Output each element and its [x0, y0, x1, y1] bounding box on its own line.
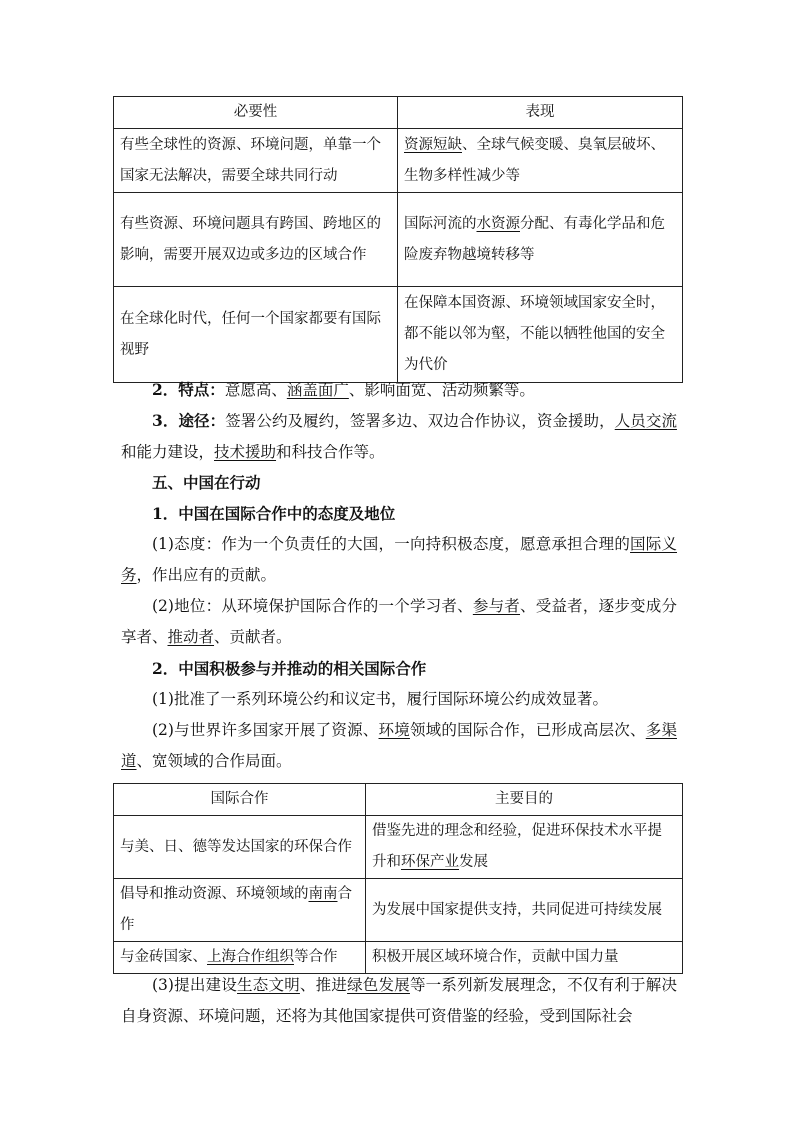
table-cell-necessity: 有些全球性的资源、环境问题，单靠一个国家无法解决，需要全球共同行动	[114, 129, 398, 193]
underlined-term: 人员交流	[614, 412, 677, 430]
attitude-paragraph: (1)态度：作为一个负责任的大国，一向持积极态度，愿意承担合理的国际义务，作出应有的贡献。	[121, 535, 677, 584]
table-row	[114, 287, 683, 383]
underlined-term: 多渠道	[121, 721, 677, 770]
table-row	[114, 942, 683, 974]
column-header-necessity: 必要性	[114, 97, 398, 129]
underlined-term: 推动者	[167, 628, 215, 646]
column-header-purpose: 主要目的	[366, 784, 683, 816]
table-cell-manifestation: 国际河流的水资源分配、有毒化学品和危险废弃物越境转移等	[398, 193, 683, 287]
ways-paragraph: 3．途径：签署公约及履约，签署多边、双边合作协议，资金援助，人员交流和能力建设，技术援助和科技合作等。	[121, 411, 677, 461]
underlined-term: 环境	[378, 721, 410, 739]
table-row	[114, 193, 683, 287]
table-row	[114, 816, 683, 879]
cooperation-table	[113, 783, 683, 974]
table-row	[114, 879, 683, 942]
table-header-row	[114, 97, 683, 129]
features-paragraph: 2．特点：意愿高、涵盖面广、影响面宽、活动频繁等。	[152, 380, 535, 399]
table-cell-cooperation: 与金砖国家、上海合作组织等合作	[114, 942, 366, 974]
table-cell-cooperation: 与美、日、德等发达国家的环保合作	[114, 816, 366, 879]
ratify-paragraph: (1)批准了一系列环境公约和议定书，履行国际环境公约成效显著。	[152, 690, 608, 708]
table-cell-cooperation: 倡导和推动资源、环境领域的南南合作	[114, 879, 366, 942]
table-cell-necessity: 有些资源、环境问题具有跨国、跨地区的影响，需要开展双边或多边的区域合作	[114, 193, 398, 287]
underlined-term: 资源短缺	[404, 136, 462, 153]
underlined-term: 上海合作组织	[207, 949, 294, 965]
subsection-title: 1．中国在国际合作中的态度及地位	[152, 504, 396, 523]
concept-paragraph: (3)提出建设生态文明、推进绿色发展等一系列新发展理念，不仅有利于解决自身资源、环境问题，还将为其他国家提供可资借鉴的经验，受到国际社会	[121, 976, 677, 1025]
table-cell-purpose: 为发展中国家提供支持，共同促进可持续发展	[366, 879, 683, 942]
underlined-term: 涵盖面广	[286, 381, 349, 399]
underlined-term: 技术援助	[214, 443, 277, 461]
table-cell-purpose: 借鉴先进的理念和经验，促进环保技术水平提升和环保产业发展	[366, 816, 683, 879]
table-cell-manifestation: 在保障本国资源、环境领域国家安全时，都不能以邻为壑，不能以牺牲他国的安全为代价	[398, 287, 683, 383]
column-header-manifestation: 表现	[398, 97, 683, 129]
underlined-term: 国际义务	[121, 535, 677, 584]
table-cell-manifestation: 资源短缺、全球气候变暖、臭氧层破坏、生物多样性减少等	[398, 129, 683, 193]
cooperation-paragraph: (2)与世界许多国家开展了资源、环境领域的国际合作，已形成高层次、多渠道、宽领域的合作局面。	[121, 721, 677, 770]
status-paragraph: (2)地位：从环境保护国际合作的一个学习者、参与者、受益者，逐步变成分享者、推动者、贡献者。	[121, 597, 677, 646]
necessity-table	[113, 96, 683, 383]
table-cell-purpose: 积极开展区域环境合作，贡献中国力量	[366, 942, 683, 974]
table-row	[114, 129, 683, 193]
table-header-row	[114, 784, 683, 816]
table-cell-necessity: 在全球化时代，任何一个国家都要有国际视野	[114, 287, 398, 383]
underlined-term: 水资源	[476, 215, 520, 232]
underlined-term: 南南	[308, 886, 338, 902]
column-header-cooperation: 国际合作	[114, 784, 366, 816]
underlined-term: 环保产业	[401, 854, 459, 870]
underlined-term: 参与者	[472, 597, 521, 615]
underlined-term: 绿色发展	[347, 976, 410, 994]
section-title: 五、中国在行动	[152, 473, 261, 492]
subsection-title: 2．中国积极参与并推动的相关国际合作	[152, 659, 427, 678]
underlined-term: 生态文明	[237, 976, 300, 994]
